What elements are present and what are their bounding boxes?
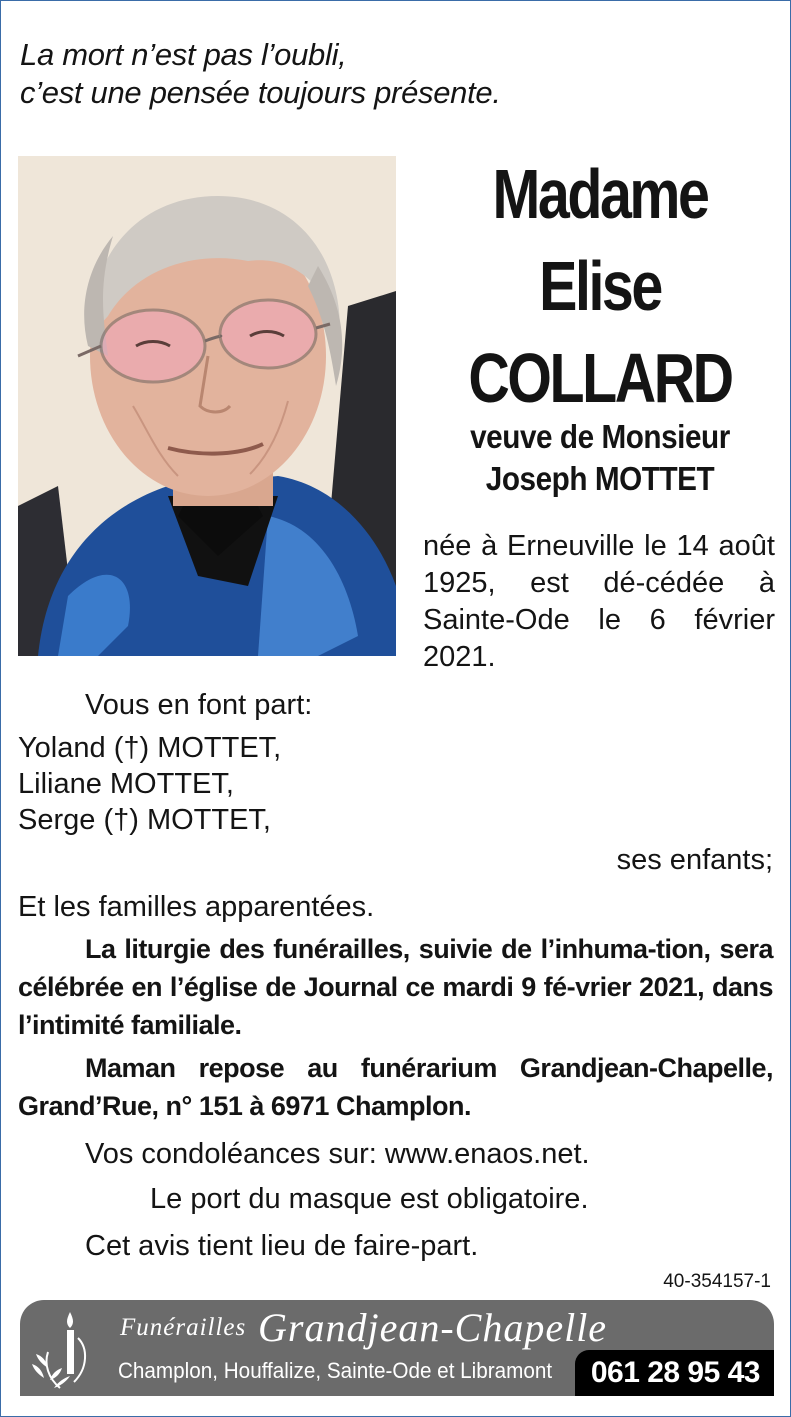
funeral-home-banner xyxy=(20,1300,774,1396)
children-label: ses enfants; xyxy=(616,844,773,876)
families-text: Et les familles apparentées. xyxy=(18,891,375,923)
name-first: Elise xyxy=(539,247,661,325)
child-item: Liliane MOTTET, xyxy=(18,768,234,800)
child-item: Yoland (†) MOTTET, xyxy=(18,732,282,764)
children-list xyxy=(18,730,281,838)
epitaph-quote xyxy=(20,36,501,112)
name-last: COLLARD xyxy=(468,339,732,417)
widow-of xyxy=(438,416,762,500)
rest-paragraph: Maman repose au funérarium Grandjean-Chapelle, Grand’Rue, n° 151 à 6971 Champlon. xyxy=(18,1053,773,1121)
candle-wheat-icon xyxy=(30,1308,94,1390)
widow-line-1: veuve de Monsieur xyxy=(470,418,730,455)
funeral-paragraph: La liturgie des funérailles, suivie de l’inhuma-tion, sera célébrée en l’église de Journal ce mardi 9 fé-vrier 2021, dans l’intimité familiale. xyxy=(18,934,773,1040)
mask-notice: Le port du masque est obligatoire. xyxy=(150,1183,589,1215)
portrait-illustration xyxy=(18,156,396,656)
widow-line-2: Joseph MOTTET xyxy=(485,460,715,497)
branch-cities: Champlon, Houffalize, Sainte-Ode et Libramont xyxy=(118,1358,553,1383)
brand-prefix: Funérailles xyxy=(120,1314,247,1341)
child-item: Serge (†) MOTTET, xyxy=(18,804,271,836)
deceased-name xyxy=(452,148,747,424)
name-title: Madame xyxy=(492,155,708,233)
notice-text: Cet avis tient lieu de faire-part. xyxy=(85,1230,479,1262)
announcement-intro: Vous en font part: xyxy=(85,689,313,721)
condolences-text: Vos condoléances sur: www.enaos.net. xyxy=(85,1138,590,1170)
birth-death-text: née à Erneuville le 14 août 1925, est dé-cédée à Sainte-Ode le 6 février 2021. xyxy=(423,530,775,673)
brand-name: Grandjean-Chapelle xyxy=(258,1305,608,1350)
quote-line-1: La mort n’est pas l’oubli, xyxy=(20,37,347,72)
quote-line-2: c’est une pensée toujours présente. xyxy=(20,75,501,110)
portrait-photo xyxy=(18,156,396,656)
reference-number: 40-354157-1 xyxy=(663,1271,771,1292)
phone-number: 061 28 95 43 xyxy=(575,1350,774,1396)
